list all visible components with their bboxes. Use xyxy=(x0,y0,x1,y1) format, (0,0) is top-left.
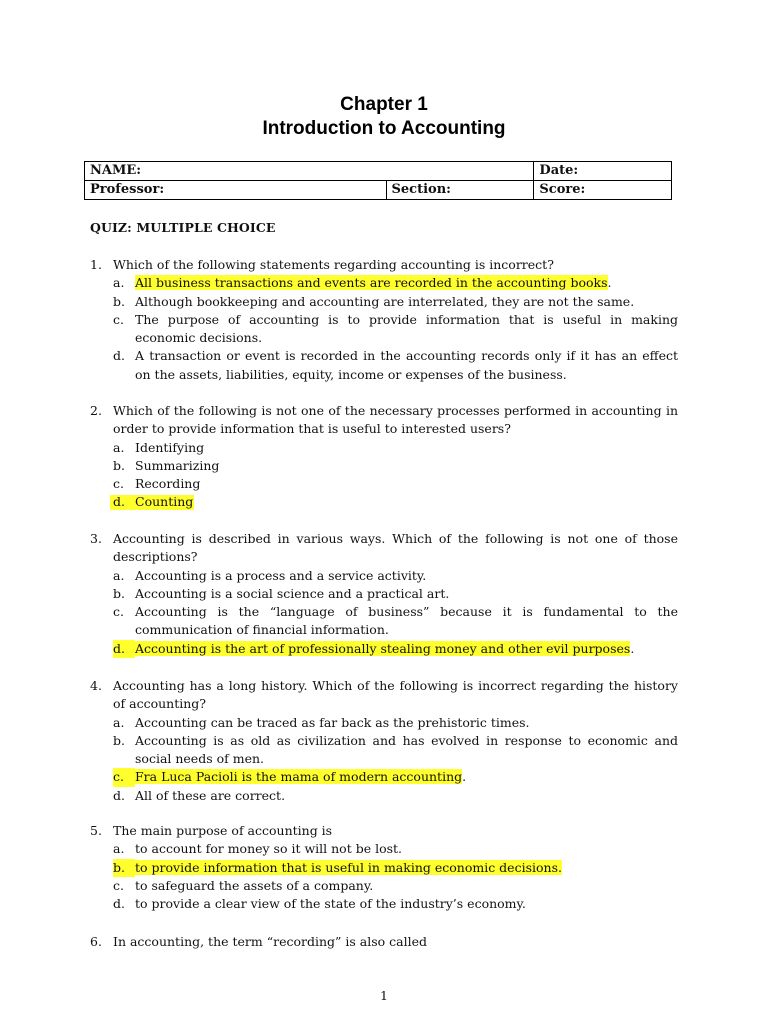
question-2 xyxy=(90,402,678,512)
score-field: Score: xyxy=(534,181,672,200)
question-number: 4. xyxy=(90,678,102,693)
question-stem: Accounting has a long history. Which of the following is incorrect regarding the history of accounting? xyxy=(113,678,678,712)
option-c: c. to safeguard the assets of a company. xyxy=(113,877,374,893)
option-d: d. to provide a clear view of the state of the industry’s economy. xyxy=(113,896,526,912)
option-b: b. Although bookkeeping and accounting are interrelated, they are not the same. xyxy=(113,293,635,309)
question-number: 1. xyxy=(90,257,102,272)
option-b: b. Accounting is a social science and a practical art. xyxy=(113,585,450,601)
option-c: c. Fra Luca Pacioli is the mama of modern accounting. xyxy=(113,768,678,786)
name-field: NAME: xyxy=(85,162,534,181)
question-stem: In accounting, the term “recording” is also called xyxy=(113,934,428,949)
highlighted-answer: Accounting is the art of professionally stealing money and other evil purposes xyxy=(135,640,631,656)
question-stem: The main purpose of accounting is xyxy=(113,823,333,838)
option-d: d. Counting xyxy=(113,493,678,511)
option-a: a. Identifying xyxy=(113,439,205,455)
option-c: c. The purpose of accounting is to provide information that is useful in making economic decisions. xyxy=(113,311,678,346)
question-stem: Which of the following statements regarding accounting is incorrect? xyxy=(113,257,554,272)
chapter-number: Chapter 1 xyxy=(340,94,428,115)
question-number: 2. xyxy=(90,403,102,418)
question-stem: Which of the following is not one of the necessary processes performed in accounting in order to provide information that is useful to interested users? xyxy=(113,403,678,437)
question-number: 3. xyxy=(90,531,102,546)
option-b: b. to provide information that is useful in making economic decisions. xyxy=(113,859,678,877)
highlighted-answer: Counting xyxy=(135,494,194,510)
option-d: d. All of these are correct. xyxy=(113,787,286,803)
question-6 xyxy=(90,933,678,951)
option-a: a. Accounting can be traced as far back as the prehistoric times. xyxy=(113,714,530,730)
professor-field: Professor: xyxy=(85,181,387,200)
option-a: a. Accounting is a process and a service activity. xyxy=(113,567,427,583)
option-c: c. Recording xyxy=(113,476,201,492)
option-d: d. Accounting is the art of professionally stealing money and other evil purposes. xyxy=(113,640,678,658)
highlighted-answer: All business transactions and events are recorded in the accounting books xyxy=(135,275,608,291)
highlighted-answer: Fra Luca Pacioli is the mama of modern accounting xyxy=(135,769,463,785)
question-number: 6. xyxy=(90,934,102,949)
section-field: Section: xyxy=(386,181,534,200)
student-info-table xyxy=(84,161,672,200)
question-5 xyxy=(90,822,678,913)
question-4 xyxy=(90,677,678,805)
question-stem: Accounting is described in various ways. Which of the following is not one of those descriptions? xyxy=(113,531,678,565)
option-b: b. Accounting is as old as civilization and has evolved in response to economic and social needs of men. xyxy=(113,732,678,767)
page-number: 1 xyxy=(380,988,388,1003)
quiz-heading: QUIZ: MULTIPLE CHOICE xyxy=(90,220,276,235)
option-d: d. A transaction or event is recorded in the accounting records only if it has an effect on the assets, liabilities, equity, income or expenses of the business. xyxy=(113,348,678,382)
option-a: a. to account for money so it will not be lost. xyxy=(113,841,403,857)
question-1 xyxy=(90,256,678,384)
question-3 xyxy=(90,530,678,658)
date-field: Date: xyxy=(534,162,672,181)
option-a: a. All business transactions and events are recorded in the accounting books. xyxy=(113,275,612,291)
chapter-title: Introduction to Accounting xyxy=(262,118,506,139)
highlighted-answer: to provide information that is useful in making economic decisions. xyxy=(135,859,562,875)
question-number: 5. xyxy=(90,823,102,838)
option-b: b. Summarizing xyxy=(113,457,220,473)
option-c: c. Accounting is the “language of business” because it is fundamental to the communication of financial information. xyxy=(113,604,678,638)
